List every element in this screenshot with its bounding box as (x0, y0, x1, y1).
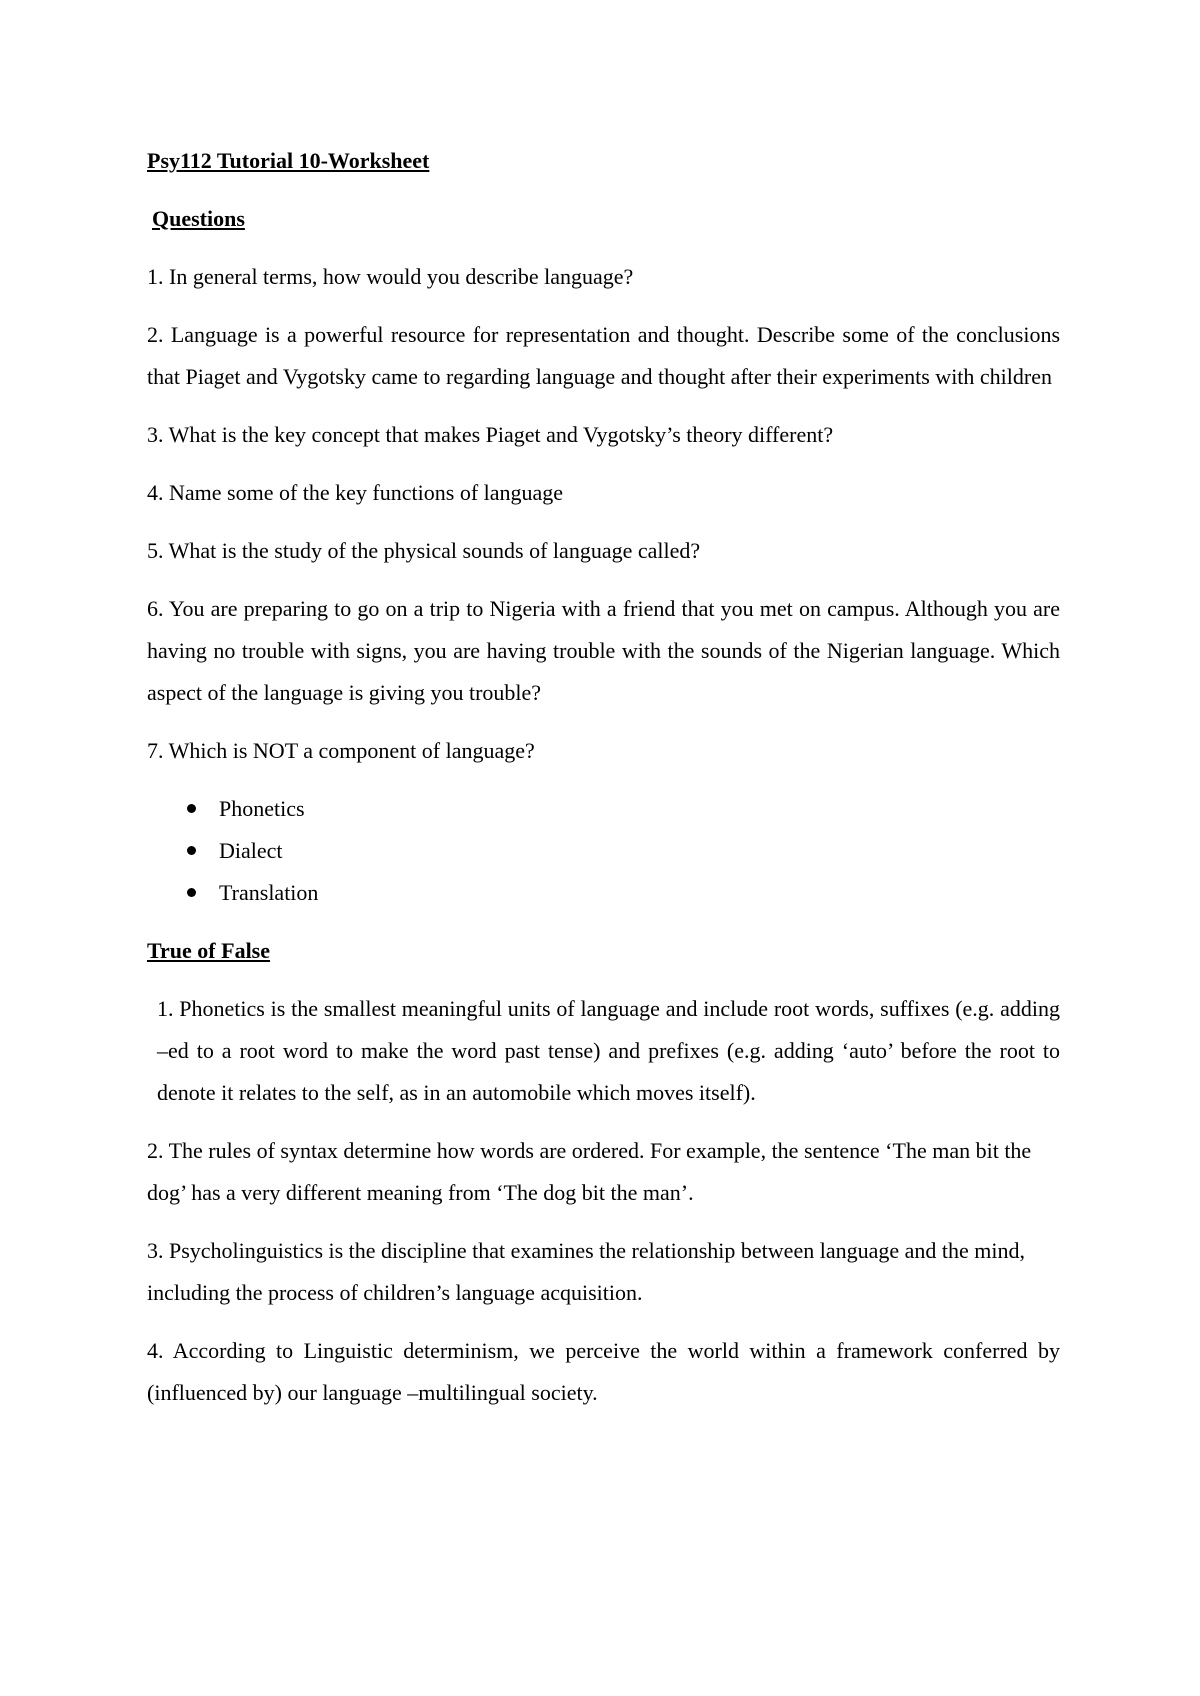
option-label: Dialect (219, 838, 283, 863)
question-7: 7. Which is NOT a component of language? (147, 738, 535, 763)
document-page (147, 140, 1060, 1414)
bullet-icon (187, 846, 196, 855)
answer-options-list (147, 788, 1060, 914)
true-false-item-3: 3. Psycholinguistics is the discipline that examines the relationship between language and the mind, including the process of children’s language acquisition. (147, 1238, 1025, 1305)
true-false-item-1: 1. Phonetics is the smallest meaningful units of language and include root words, suffixes (e.g. adding –ed to a root word to make the word past tense) and prefixes (e.g. adding ‘auto’ before the root to denote it relates to the self, as in an automobile which moves itself). (157, 996, 1060, 1105)
document-title: Psy112 Tutorial 10-Worksheet (147, 148, 430, 173)
option-label: Translation (219, 880, 319, 905)
true-false-item-2: 2. The rules of syntax determine how words are ordered. For example, the sentence ‘The man bit the dog’ has a very different meaning from ‘The dog bit the man’. (147, 1138, 1032, 1205)
question-4: 4. Name some of the key functions of language (147, 480, 564, 505)
true-false-heading: True of False (147, 938, 271, 963)
true-false-item-4: 4. According to Linguistic determinism, we perceive the world within a framework conferred by (influenced by) our language –multilingual society. (147, 1338, 1060, 1405)
option-label: Phonetics (219, 796, 305, 821)
list-item (147, 830, 1060, 872)
list-item (147, 788, 1060, 830)
questions-heading: Questions (152, 206, 245, 231)
question-1: 1. In general terms, how would you describe language? (147, 264, 634, 289)
bullet-icon (187, 804, 196, 813)
question-6: 6. You are preparing to go on a trip to Nigeria with a friend that you met on campus. Although you are having no trouble with signs, you are having trouble with the sounds of the Nigerian language. Which aspect of the language is giving you trouble? (147, 596, 1060, 705)
list-item (147, 872, 1060, 914)
question-2: 2. Language is a powerful resource for representation and thought. Describe some of the conclusions that Piaget and Vygotsky came to regarding language and thought after their experiments with children (147, 322, 1060, 389)
bullet-icon (187, 888, 196, 897)
question-5: 5. What is the study of the physical sounds of language called? (147, 538, 701, 563)
question-3: 3. What is the key concept that makes Piaget and Vygotsky’s theory different? (147, 422, 834, 447)
